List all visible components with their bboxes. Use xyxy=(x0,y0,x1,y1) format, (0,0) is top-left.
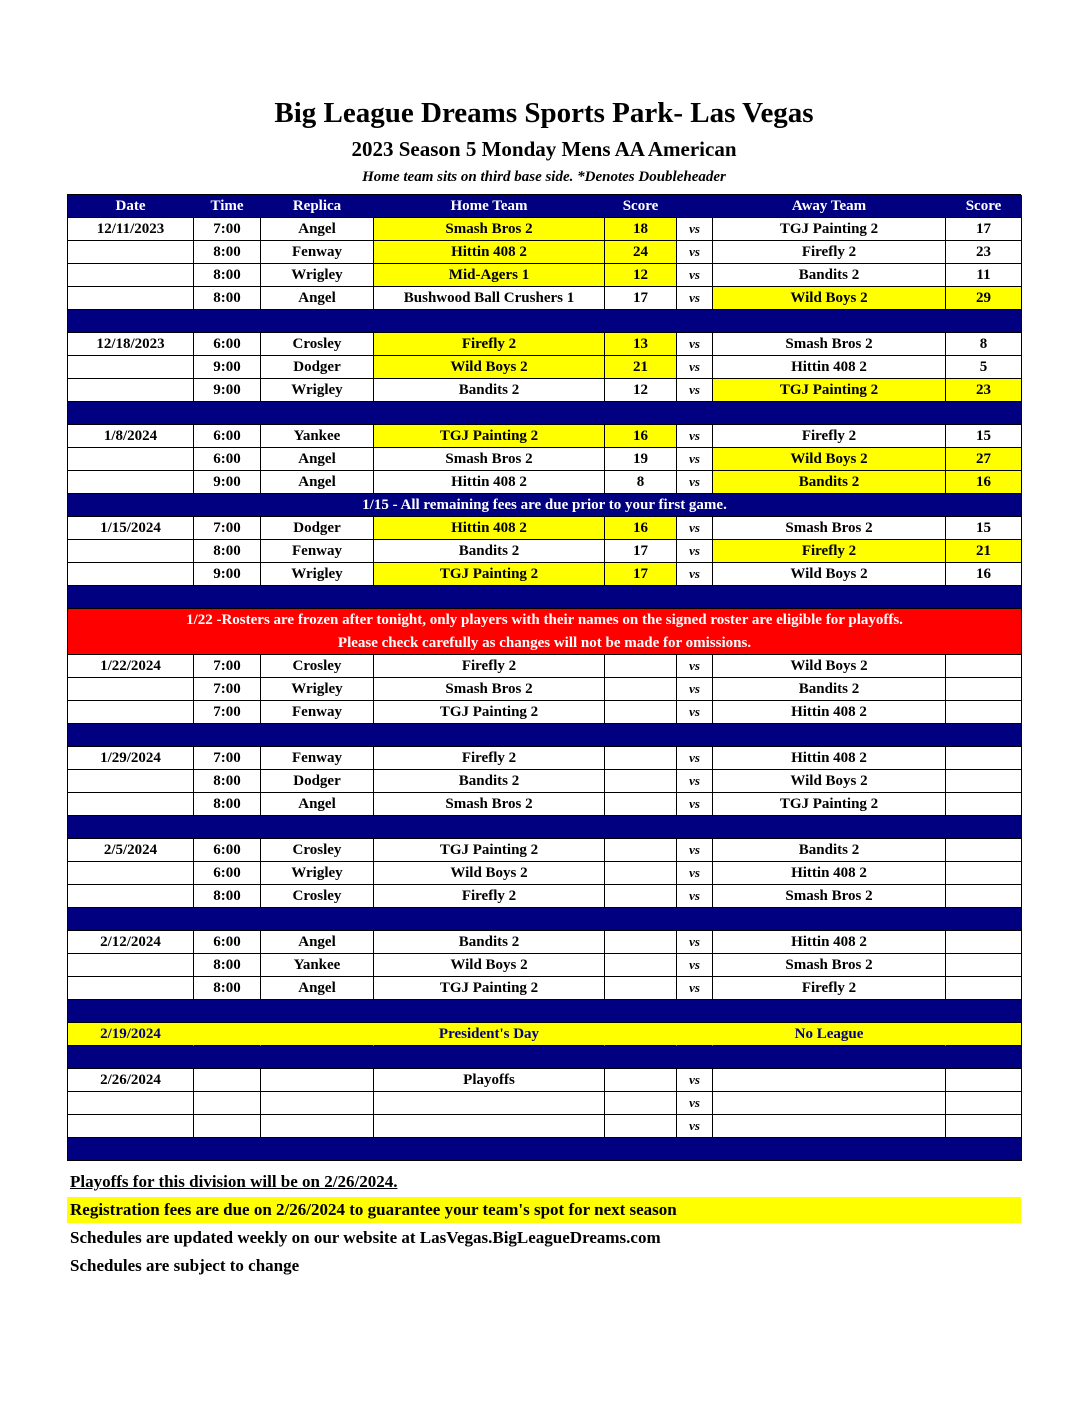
cell-time: 7:00 xyxy=(194,517,261,540)
cell-date xyxy=(68,264,194,287)
cell-home-team: Firefly 2 xyxy=(374,747,605,770)
cell-away-team: Wild Boys 2 xyxy=(713,287,946,310)
cell-vs: vs xyxy=(677,770,713,793)
header-away-team: Away Team xyxy=(713,195,946,218)
cell-time: 8:00 xyxy=(194,287,261,310)
cell-home-team xyxy=(374,1115,605,1138)
cell-date xyxy=(68,563,194,586)
cell-replica xyxy=(261,1092,374,1115)
cell-away-score xyxy=(946,839,1022,862)
holiday-empty xyxy=(605,1023,677,1046)
cell-home-team: Bandits 2 xyxy=(374,770,605,793)
cell-home-score xyxy=(605,862,677,885)
holiday-name: President's Day xyxy=(374,1023,605,1046)
cell-away-team: Hittin 408 2 xyxy=(713,701,946,724)
cell-away-score xyxy=(946,793,1022,816)
cell-vs: vs xyxy=(677,448,713,471)
cell-home-score: 24 xyxy=(605,241,677,264)
cell-replica: Angel xyxy=(261,218,374,241)
cell-replica: Crosley xyxy=(261,655,374,678)
cell-date xyxy=(68,241,194,264)
holiday-status: No League xyxy=(713,1023,946,1046)
cell-date xyxy=(68,770,194,793)
cell-replica: Crosley xyxy=(261,333,374,356)
cell-replica xyxy=(261,1115,374,1138)
cell-away-score xyxy=(946,954,1022,977)
cell-replica: Dodger xyxy=(261,517,374,540)
cell-date: 1/15/2024 xyxy=(68,517,194,540)
cell-time: 8:00 xyxy=(194,540,261,563)
cell-away-team: Bandits 2 xyxy=(713,678,946,701)
cell-vs: vs xyxy=(677,264,713,287)
cell-away-team: TGJ Painting 2 xyxy=(713,379,946,402)
header-home-score: Score xyxy=(605,195,677,218)
cell-replica: Yankee xyxy=(261,954,374,977)
cell-away-score: 8 xyxy=(946,333,1022,356)
cell-date xyxy=(68,540,194,563)
cell-home-team: TGJ Painting 2 xyxy=(374,839,605,862)
cell-home-score: 17 xyxy=(605,563,677,586)
footer-website-note: Schedules are updated weekly on our website at LasVegas.BigLeagueDreams.com xyxy=(70,1228,661,1247)
cell-home-team: Wild Boys 2 xyxy=(374,356,605,379)
cell-home-score: 16 xyxy=(605,517,677,540)
cell-away-score xyxy=(946,1069,1022,1092)
cell-replica: Fenway xyxy=(261,241,374,264)
cell-date: 2/12/2024 xyxy=(68,931,194,954)
holiday-empty xyxy=(677,1023,713,1046)
cell-vs: vs xyxy=(677,1069,713,1092)
cell-date xyxy=(68,287,194,310)
holiday-empty xyxy=(946,1023,1022,1046)
cell-replica: Dodger xyxy=(261,356,374,379)
cell-vs: vs xyxy=(677,954,713,977)
spacer-row xyxy=(68,586,1022,609)
cell-home-team: Firefly 2 xyxy=(374,885,605,908)
cell-vs: vs xyxy=(677,747,713,770)
cell-home-team: Bandits 2 xyxy=(374,931,605,954)
cell-vs: vs xyxy=(677,1115,713,1138)
cell-away-team: Smash Bros 2 xyxy=(713,333,946,356)
cell-vs: vs xyxy=(677,471,713,494)
header-replica: Replica xyxy=(261,195,374,218)
header-away-score: Score xyxy=(946,195,1022,218)
cell-home-team: Playoffs xyxy=(374,1069,605,1092)
cell-replica: Angel xyxy=(261,793,374,816)
cell-away-score: 17 xyxy=(946,218,1022,241)
cell-replica: Angel xyxy=(261,471,374,494)
cell-home-team: Smash Bros 2 xyxy=(374,678,605,701)
cell-time: 6:00 xyxy=(194,839,261,862)
spacer-row xyxy=(68,1046,1022,1069)
cell-vs: vs xyxy=(677,885,713,908)
cell-replica: Fenway xyxy=(261,540,374,563)
cell-replica: Wrigley xyxy=(261,379,374,402)
header-time: Time xyxy=(194,195,261,218)
cell-home-score: 19 xyxy=(605,448,677,471)
cell-home-team: TGJ Painting 2 xyxy=(374,977,605,1000)
cell-away-team: Bandits 2 xyxy=(713,471,946,494)
banner-line: Please check carefully as changes will not be made for omissions. xyxy=(337,635,752,651)
cell-away-team: Wild Boys 2 xyxy=(713,655,946,678)
holiday-empty xyxy=(194,1023,261,1046)
cell-away-score xyxy=(946,701,1022,724)
cell-time xyxy=(194,1115,261,1138)
cell-time: 8:00 xyxy=(194,885,261,908)
cell-time: 8:00 xyxy=(194,977,261,1000)
cell-home-score xyxy=(605,931,677,954)
cell-date: 2/26/2024 xyxy=(68,1069,194,1092)
cell-replica: Angel xyxy=(261,931,374,954)
cell-away-score: 16 xyxy=(946,563,1022,586)
cell-time: 6:00 xyxy=(194,931,261,954)
cell-away-team: Wild Boys 2 xyxy=(713,770,946,793)
cell-time: 9:00 xyxy=(194,563,261,586)
cell-date xyxy=(68,356,194,379)
cell-home-team: Wild Boys 2 xyxy=(374,862,605,885)
cell-replica: Wrigley xyxy=(261,678,374,701)
cell-away-team: Smash Bros 2 xyxy=(713,954,946,977)
cell-vs: vs xyxy=(677,241,713,264)
cell-home-team: Hittin 408 2 xyxy=(374,517,605,540)
cell-home-team: TGJ Painting 2 xyxy=(374,563,605,586)
cell-home-team: TGJ Painting 2 xyxy=(374,425,605,448)
cell-date xyxy=(68,793,194,816)
cell-replica: Dodger xyxy=(261,770,374,793)
cell-time: 6:00 xyxy=(194,333,261,356)
cell-vs: vs xyxy=(677,379,713,402)
cell-date xyxy=(68,885,194,908)
cell-date xyxy=(68,977,194,1000)
cell-away-team xyxy=(713,1092,946,1115)
cell-home-score: 17 xyxy=(605,540,677,563)
page-note: Home team sits on third base side. *Denotes Doubleheader xyxy=(362,169,726,185)
spacer-row xyxy=(68,724,1022,747)
footer-change-note: Schedules are subject to change xyxy=(70,1256,300,1275)
cell-date xyxy=(68,862,194,885)
cell-away-score: 15 xyxy=(946,517,1022,540)
cell-away-team: Firefly 2 xyxy=(713,425,946,448)
cell-time: 6:00 xyxy=(194,425,261,448)
cell-time: 9:00 xyxy=(194,356,261,379)
cell-away-team xyxy=(713,1069,946,1092)
cell-vs: vs xyxy=(677,862,713,885)
cell-vs: vs xyxy=(677,931,713,954)
cell-away-score: 15 xyxy=(946,425,1022,448)
cell-replica: Crosley xyxy=(261,839,374,862)
cell-vs: vs xyxy=(677,977,713,1000)
cell-away-score: 21 xyxy=(946,540,1022,563)
cell-vs: vs xyxy=(677,655,713,678)
cell-home-team: Smash Bros 2 xyxy=(374,793,605,816)
cell-home-team: TGJ Painting 2 xyxy=(374,701,605,724)
cell-home-score xyxy=(605,701,677,724)
cell-date xyxy=(68,448,194,471)
cell-home-score xyxy=(605,1092,677,1115)
cell-away-score xyxy=(946,1115,1022,1138)
cell-time: 9:00 xyxy=(194,379,261,402)
cell-away-score xyxy=(946,977,1022,1000)
cell-date xyxy=(68,701,194,724)
cell-replica: Angel xyxy=(261,977,374,1000)
cell-away-team: Hittin 408 2 xyxy=(713,931,946,954)
cell-vs: vs xyxy=(677,1092,713,1115)
cell-home-team xyxy=(374,1092,605,1115)
cell-away-team: Wild Boys 2 xyxy=(713,448,946,471)
cell-date: 12/18/2023 xyxy=(68,333,194,356)
spacer-row xyxy=(68,908,1022,931)
roster-freeze-banner xyxy=(68,609,1022,655)
banner-line: 1/22 -Rosters are frozen after tonight, only players with their names on the signed roster are eligible for playoffs. xyxy=(186,612,903,628)
schedule-table xyxy=(67,194,1021,1161)
cell-home-score xyxy=(605,1069,677,1092)
page-title: Big League Dreams Sports Park- Las Vegas xyxy=(274,97,814,129)
cell-date xyxy=(68,1092,194,1115)
cell-time: 7:00 xyxy=(194,218,261,241)
cell-away-score: 23 xyxy=(946,241,1022,264)
cell-home-score xyxy=(605,678,677,701)
cell-away-team: Hittin 408 2 xyxy=(713,747,946,770)
header-home-team: Home Team xyxy=(374,195,605,218)
cell-vs: vs xyxy=(677,563,713,586)
cell-vs: vs xyxy=(677,218,713,241)
cell-away-team xyxy=(713,1115,946,1138)
cell-away-team: Bandits 2 xyxy=(713,839,946,862)
cell-time: 6:00 xyxy=(194,448,261,471)
cell-home-team: Mid-Agers 1 xyxy=(374,264,605,287)
holiday-date: 2/19/2024 xyxy=(68,1023,194,1046)
footer-registration-note: Registration fees are due on 2/26/2024 to guarantee your team's spot for next season xyxy=(67,1197,1021,1223)
cell-date xyxy=(68,471,194,494)
cell-date: 1/22/2024 xyxy=(68,655,194,678)
cell-time: 7:00 xyxy=(194,701,261,724)
cell-away-score: 29 xyxy=(946,287,1022,310)
cell-home-score: 21 xyxy=(605,356,677,379)
cell-date xyxy=(68,379,194,402)
cell-home-team: Wild Boys 2 xyxy=(374,954,605,977)
header-date: Date xyxy=(68,195,194,218)
cell-date xyxy=(68,954,194,977)
cell-date xyxy=(68,678,194,701)
cell-replica: Crosley xyxy=(261,885,374,908)
cell-home-score xyxy=(605,770,677,793)
cell-home-score: 12 xyxy=(605,379,677,402)
cell-date: 1/8/2024 xyxy=(68,425,194,448)
cell-replica: Angel xyxy=(261,448,374,471)
cell-away-score xyxy=(946,678,1022,701)
cell-away-score: 5 xyxy=(946,356,1022,379)
cell-away-team: Firefly 2 xyxy=(713,540,946,563)
cell-away-score xyxy=(946,655,1022,678)
holiday-empty xyxy=(261,1023,374,1046)
footer-playoffs-note: Playoffs for this division will be on 2/26/2024. xyxy=(70,1172,398,1191)
cell-vs: vs xyxy=(677,678,713,701)
cell-replica: Wrigley xyxy=(261,862,374,885)
cell-away-score xyxy=(946,885,1022,908)
spacer-row xyxy=(68,402,1022,425)
cell-away-team: TGJ Painting 2 xyxy=(713,793,946,816)
header-vs xyxy=(677,195,713,218)
cell-replica: Wrigley xyxy=(261,563,374,586)
cell-home-score: 18 xyxy=(605,218,677,241)
page-subtitle: 2023 Season 5 Monday Mens AA American xyxy=(351,137,737,161)
cell-home-score: 17 xyxy=(605,287,677,310)
cell-home-score xyxy=(605,655,677,678)
cell-replica: Wrigley xyxy=(261,264,374,287)
cell-home-score: 13 xyxy=(605,333,677,356)
cell-home-score xyxy=(605,839,677,862)
cell-vs: vs xyxy=(677,839,713,862)
cell-vs: vs xyxy=(677,540,713,563)
cell-away-team: Bandits 2 xyxy=(713,264,946,287)
cell-replica xyxy=(261,1069,374,1092)
cell-home-score: 16 xyxy=(605,425,677,448)
cell-time xyxy=(194,1069,261,1092)
cell-time: 8:00 xyxy=(194,793,261,816)
cell-home-team: Firefly 2 xyxy=(374,333,605,356)
cell-home-score xyxy=(605,977,677,1000)
cell-home-score xyxy=(605,1115,677,1138)
cell-time xyxy=(194,1092,261,1115)
cell-vs: vs xyxy=(677,333,713,356)
cell-away-team: Wild Boys 2 xyxy=(713,563,946,586)
cell-time: 8:00 xyxy=(194,264,261,287)
cell-time: 8:00 xyxy=(194,770,261,793)
cell-vs: vs xyxy=(677,793,713,816)
cell-time: 7:00 xyxy=(194,678,261,701)
cell-home-team: Bandits 2 xyxy=(374,379,605,402)
cell-home-team: Hittin 408 2 xyxy=(374,471,605,494)
cell-time: 8:00 xyxy=(194,241,261,264)
cell-date: 2/5/2024 xyxy=(68,839,194,862)
cell-date xyxy=(68,1115,194,1138)
cell-away-score xyxy=(946,770,1022,793)
cell-home-team: Smash Bros 2 xyxy=(374,448,605,471)
cell-vs: vs xyxy=(677,701,713,724)
cell-home-team: Hittin 408 2 xyxy=(374,241,605,264)
spacer-row xyxy=(68,1138,1022,1161)
spacer-row xyxy=(68,310,1022,333)
cell-away-score: 27 xyxy=(946,448,1022,471)
cell-replica: Yankee xyxy=(261,425,374,448)
cell-away-team: TGJ Painting 2 xyxy=(713,218,946,241)
cell-vs: vs xyxy=(677,425,713,448)
cell-home-team: Bandits 2 xyxy=(374,540,605,563)
cell-replica: Angel xyxy=(261,287,374,310)
footer-notes xyxy=(67,1169,1021,1279)
cell-time: 7:00 xyxy=(194,747,261,770)
cell-away-team: Hittin 408 2 xyxy=(713,862,946,885)
cell-home-score xyxy=(605,793,677,816)
cell-home-score xyxy=(605,747,677,770)
cell-home-score: 12 xyxy=(605,264,677,287)
cell-time: 6:00 xyxy=(194,862,261,885)
cell-home-team: Smash Bros 2 xyxy=(374,218,605,241)
spacer-row xyxy=(68,1000,1022,1023)
cell-away-score xyxy=(946,1092,1022,1115)
cell-vs: vs xyxy=(677,517,713,540)
cell-home-team: Bushwood Ball Crushers 1 xyxy=(374,287,605,310)
cell-time: 7:00 xyxy=(194,655,261,678)
cell-replica: Fenway xyxy=(261,747,374,770)
cell-away-score xyxy=(946,747,1022,770)
cell-away-score: 23 xyxy=(946,379,1022,402)
cell-time: 9:00 xyxy=(194,471,261,494)
cell-away-score xyxy=(946,931,1022,954)
notice-row: 1/15 - All remaining fees are due prior to your first game. xyxy=(68,494,1022,517)
cell-home-score xyxy=(605,885,677,908)
cell-vs: vs xyxy=(677,287,713,310)
cell-time: 8:00 xyxy=(194,954,261,977)
cell-away-team: Smash Bros 2 xyxy=(713,885,946,908)
cell-home-team: Firefly 2 xyxy=(374,655,605,678)
spacer-row xyxy=(68,816,1022,839)
cell-away-team: Smash Bros 2 xyxy=(713,517,946,540)
cell-home-score: 8 xyxy=(605,471,677,494)
cell-away-team: Firefly 2 xyxy=(713,977,946,1000)
cell-away-team: Hittin 408 2 xyxy=(713,356,946,379)
cell-away-score: 16 xyxy=(946,471,1022,494)
cell-home-score xyxy=(605,954,677,977)
cell-replica: Fenway xyxy=(261,701,374,724)
cell-away-team: Firefly 2 xyxy=(713,241,946,264)
cell-away-score xyxy=(946,862,1022,885)
cell-away-score: 11 xyxy=(946,264,1022,287)
cell-date: 12/11/2023 xyxy=(68,218,194,241)
cell-date: 1/29/2024 xyxy=(68,747,194,770)
cell-vs: vs xyxy=(677,356,713,379)
